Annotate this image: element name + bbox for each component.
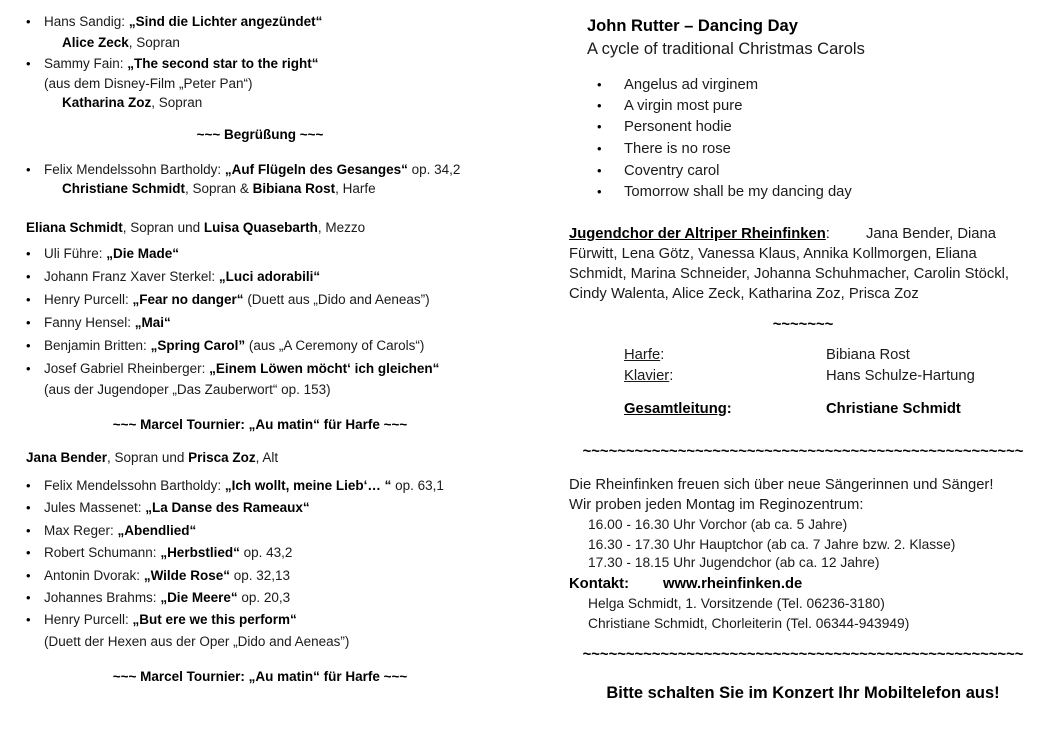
text: , Sopran und (122, 220, 204, 235)
left-line (44, 544, 292, 562)
right-line (583, 646, 1024, 664)
text: Schmidt, Marina Schneider, Johanna Schuhmacher, Carolin Stöckl, (569, 266, 1010, 282)
left-line (26, 219, 365, 237)
right-line (624, 118, 732, 136)
bullet-icon: • (597, 141, 602, 156)
right-line (866, 225, 996, 243)
text: Cindy Walenta, Alice Zeck, Katharina Zoz, Prisca Zoz (569, 286, 919, 302)
bold-text: ~~~~~~~~~~~~~~~~~~~~~~~~~~~~~~~~~~~~~~~~~~~~~~~~~~~ (582, 444, 1024, 460)
left-line (44, 337, 424, 355)
bullet-icon: • (597, 119, 602, 134)
left-line (44, 611, 297, 629)
right-line (587, 40, 865, 58)
text: (aus „A Ceremony of Carols“) (245, 338, 425, 353)
text: Helga Schmidt, 1. Vorsitzende (Tel. 06236-3180) (588, 596, 885, 611)
right-line (624, 183, 852, 201)
bold-text: Jugendchor der Altriper Rheinfinken (569, 226, 826, 242)
bold-text: Jana Bender (26, 450, 108, 465)
left-line (44, 567, 290, 585)
bold-text: „Auf Flügeln des Gesanges“ (224, 162, 408, 177)
bullet-icon: • (26, 361, 31, 376)
bold-text: „Sind die Lichter angezündet“ (128, 14, 323, 29)
right-line (588, 516, 847, 534)
bullet-icon: • (26, 56, 31, 71)
text: A cycle of traditional Christmas Carols (587, 40, 865, 58)
text: : (825, 226, 830, 242)
left-line (113, 668, 408, 686)
bold-text: ~~~ Marcel Tournier: „Au matin“ für Harfe ~~~ (112, 417, 408, 432)
bold-text: Eliana Schmidt (26, 220, 123, 235)
bullet-icon: • (26, 612, 31, 627)
text: 17.30 - 18.15 Uhr Jugendchor (ab ca. 12 Jahre) (588, 555, 880, 570)
text: , Harfe (335, 181, 376, 196)
right-line (624, 162, 719, 180)
text: op. 20,3 (237, 590, 291, 605)
text: Antonin Dvorak: (44, 568, 144, 583)
bullet-icon: • (26, 590, 31, 605)
left-line (62, 94, 202, 112)
bold-text: ~~~ Begrüßung ~~~ (196, 127, 324, 142)
right-line (624, 400, 732, 418)
text: Wir proben jeden Montag im Reginozentrum: (569, 497, 864, 513)
bullet-icon: • (597, 163, 602, 178)
text: There is no rose (624, 141, 731, 157)
text: , Alt (255, 450, 279, 465)
left-line (44, 477, 444, 495)
bullet-icon: • (26, 545, 31, 560)
text: Fanny Hensel: (44, 315, 135, 330)
bold-text: „Die Made“ (106, 246, 180, 261)
bold-text: Kontakt: (569, 576, 630, 592)
left-line (44, 55, 319, 73)
right-line (826, 346, 910, 364)
bullet-icon: • (26, 292, 31, 307)
bold-text: Prisca Zoz (188, 450, 256, 465)
text: Henry Purcell: (44, 292, 133, 307)
bold-text: Katharina Zoz (62, 95, 152, 110)
text: Angelus ad virginem (624, 77, 759, 93)
text: Harfe (624, 347, 661, 363)
left-line (44, 161, 460, 179)
left-line (44, 13, 322, 31)
left-line (44, 291, 430, 309)
text: Felix Mendelssohn Bartholdy: (44, 478, 225, 493)
right-line (663, 575, 802, 593)
text: Benjamin Britten: (44, 338, 151, 353)
bold-text: „La Danse des Rameaux“ (145, 500, 310, 515)
text: Robert Schumann: (44, 545, 161, 560)
text: op. 34,2 (407, 162, 461, 177)
left-line (62, 180, 376, 198)
bold-text: „Luci adorabili“ (218, 269, 321, 284)
text: : (669, 368, 674, 384)
left-line (44, 522, 196, 540)
bold-text: John Rutter – Dancing Day (587, 17, 798, 35)
right-line (587, 17, 798, 35)
left-line (62, 34, 180, 52)
bold-text: Gesamtleitung (624, 401, 727, 417)
bold-text: „Fear no danger“ (132, 292, 244, 307)
text: Henry Purcell: (44, 612, 133, 627)
text: Hans Schulze-Hartung (826, 368, 975, 384)
text: Felix Mendelssohn Bartholdy: (44, 162, 225, 177)
bold-text: ~~~~~~~~~~~~~~~~~~~~~~~~~~~~~~~~~~~~~~~~~~~~~~~~~~~ (582, 647, 1024, 663)
bold-text: „Spring Carol” (150, 338, 246, 353)
left-line (44, 245, 179, 263)
right-line (583, 443, 1024, 461)
right-line (624, 140, 731, 158)
bold-text: „Mai“ (134, 315, 171, 330)
bold-text: Christiane Schmidt (826, 401, 961, 417)
left-line (44, 75, 253, 93)
text: (aus der Jugendoper „Das Zauberwort“ op. 153) (44, 382, 331, 397)
bold-text: „Ich wollt, meine Lieb‘… “ (224, 478, 392, 493)
left-line (113, 416, 408, 434)
text: Coventry carol (624, 163, 720, 179)
text: Johannes Brahms: (44, 590, 161, 605)
text: op. 63,1 (391, 478, 444, 493)
right-line (826, 367, 975, 385)
text: (Duett der Hexen aus der Oper „Dido and Aeneas”) (44, 634, 350, 649)
bullet-icon: • (597, 77, 602, 92)
bold-text: „But ere we this perform“ (132, 612, 297, 627)
text: Bibiana Rost (826, 347, 910, 363)
left-line (44, 589, 290, 607)
bold-text: Christiane Schmidt (62, 181, 186, 196)
right-line (569, 245, 977, 263)
text: Sammy Fain: (44, 56, 128, 71)
right-line (624, 367, 673, 385)
text: Fürwitt, Lena Götz, Vanessa Klaus, Annika Kollmorgen, Eliana (569, 246, 977, 262)
bold-text: Luisa Quasebarth (203, 220, 318, 235)
right-line (588, 554, 879, 572)
left-line (44, 314, 171, 332)
right-line (569, 285, 919, 303)
text: Jana Bender, Diana (866, 226, 996, 242)
right-line (569, 265, 1009, 283)
text: Die Rheinfinken freuen sich über neue Sängerinnen und Sänger! (569, 477, 994, 493)
bold-text: www.rheinfinken.de (663, 576, 803, 592)
bullet-icon: • (597, 184, 602, 199)
left-line (44, 381, 331, 399)
bullet-icon: • (26, 14, 31, 29)
bullet-icon: • (26, 315, 31, 330)
text: (Duett aus „Dido and Aeneas”) (243, 292, 430, 307)
left-line (44, 268, 320, 286)
right-line (624, 76, 758, 94)
bullet-icon: • (26, 269, 31, 284)
right-line (588, 536, 955, 554)
bold-text: Bitte schalten Sie im Konzert Ihr Mobiltelefon aus! (606, 684, 1000, 702)
text: Hans Sandig: (44, 14, 129, 29)
text: A virgin most pure (624, 98, 743, 114)
text: (aus dem Disney-Film „Peter Pan“) (44, 76, 253, 91)
text: Josef Gabriel Rheinberger: (44, 361, 210, 376)
left-line (44, 360, 439, 378)
right-line (569, 496, 863, 514)
right-line (624, 97, 742, 115)
left-line (26, 449, 278, 467)
text: 16.30 - 17.30 Uhr Hauptchor (ab ca. 7 Jahre bzw. 2. Klasse) (588, 537, 956, 552)
text: , Sopran (151, 95, 203, 110)
bullet-icon: • (26, 568, 31, 583)
bold-text: : (726, 401, 732, 417)
bullet-icon: • (26, 523, 31, 538)
right-line (588, 615, 909, 633)
text: 16.00 - 16.30 Uhr Vorchor (ab ca. 5 Jahre) (588, 517, 848, 532)
right-line (588, 595, 885, 613)
bullet-icon: • (26, 246, 31, 261)
text: , Sopran & (185, 181, 253, 196)
right-line (773, 316, 834, 334)
bold-text: ~~~~~~~ (772, 317, 834, 333)
text: Jules Massenet: (44, 500, 146, 515)
right-line (569, 476, 993, 494)
bold-text: „Wilde Rose“ (143, 568, 230, 583)
bold-text: „Einem Löwen möcht‘ ich gleichen“ (209, 361, 440, 376)
bold-text: „Die Meere“ (160, 590, 238, 605)
left-line (44, 499, 310, 517)
bold-text: „Abendlied“ (117, 523, 197, 538)
text: Uli Führe: (44, 246, 107, 261)
bold-text: ~~~ Marcel Tournier: „Au matin“ für Harfe ~~~ (112, 669, 408, 684)
left-line (197, 126, 324, 144)
right-line (569, 575, 629, 593)
bold-text: „Herbstlied“ (160, 545, 240, 560)
right-line (569, 225, 830, 243)
bold-text: Alice Zeck (62, 35, 129, 50)
text: op. 43,2 (239, 545, 293, 560)
left-line (44, 633, 349, 651)
bullet-icon: • (597, 98, 602, 113)
right-line (606, 684, 999, 702)
text: Christiane Schmidt, Chorleiterin (Tel. 06344-943949) (588, 616, 910, 631)
text: Johann Franz Xaver Sterkel: (44, 269, 219, 284)
text: op. 32,13 (229, 568, 291, 583)
text: , Sopran (128, 35, 180, 50)
text: : (660, 347, 665, 363)
bullet-icon: • (26, 162, 31, 177)
text: Personent hodie (624, 119, 732, 135)
bold-text: „The second star to the right“ (127, 56, 319, 71)
bold-text: Bibiana Rost (252, 181, 336, 196)
right-line (826, 400, 961, 418)
text: Max Reger: (44, 523, 118, 538)
bullet-icon: • (26, 500, 31, 515)
text: , Mezzo (317, 220, 366, 235)
text: Klavier (624, 368, 670, 384)
bullet-icon: • (26, 338, 31, 353)
text: Tomorrow shall be my dancing day (624, 184, 852, 200)
right-line (624, 346, 664, 364)
bullet-icon: • (26, 478, 31, 493)
text: , Sopran und (107, 450, 189, 465)
